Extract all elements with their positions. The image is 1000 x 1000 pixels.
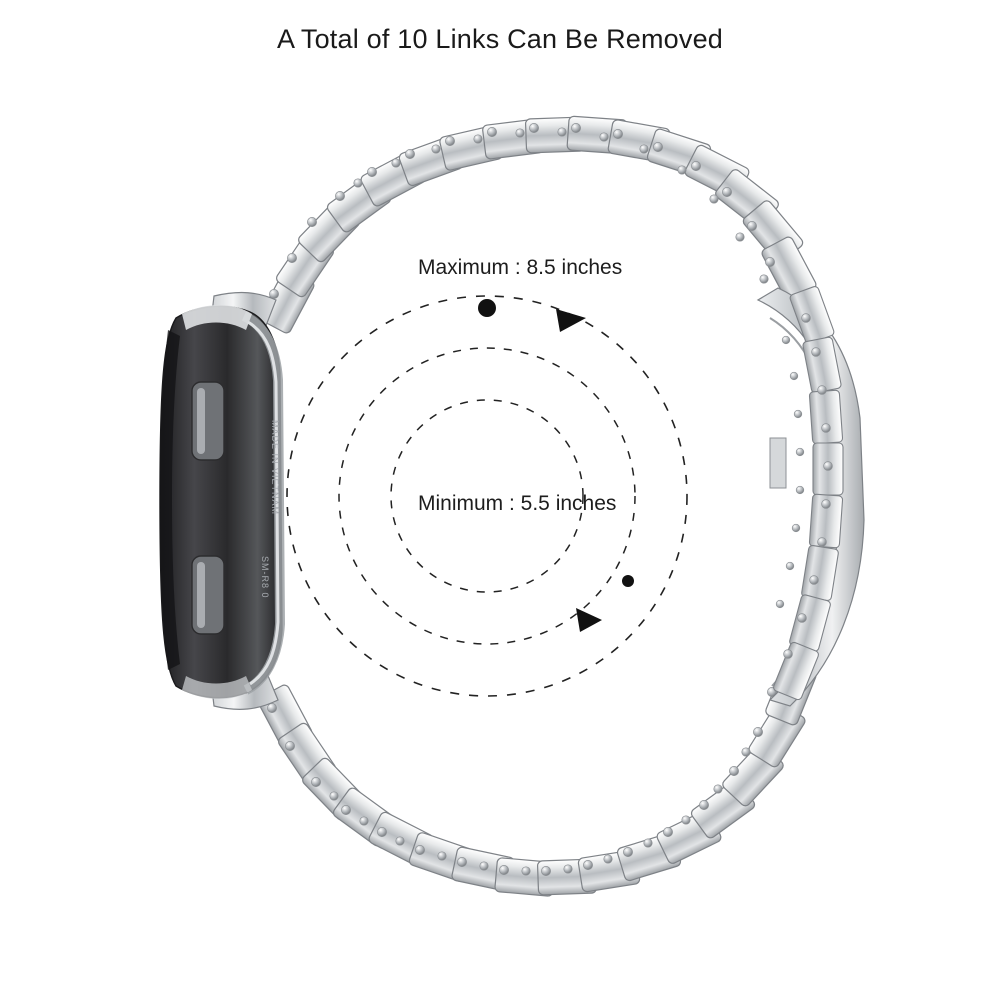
svg-text:SM-R8 0: SM-R8 0: [260, 556, 270, 599]
band-clasp: [758, 285, 864, 706]
band-lower-arc: [256, 660, 817, 897]
watch-bottom-button: [192, 556, 224, 634]
minimum-arrow-icon: [576, 608, 602, 632]
watch-top-button: [192, 382, 224, 460]
minimum-marker-dot: [622, 575, 634, 587]
svg-text:MADE IN VIETNAM: MADE IN VIETNAM: [270, 420, 280, 516]
minimum-size-label: Minimum : 5.5 inches: [418, 492, 617, 515]
maximum-marker-dot: [478, 299, 496, 317]
annotation-markers: [478, 299, 634, 632]
maximum-size-label: Maximum : 8.5 inches: [418, 256, 623, 279]
watch-case: [160, 293, 282, 710]
maximum-arrow-icon: [556, 309, 586, 332]
page-title: A Total of 10 Links Can Be Removed: [276, 24, 724, 54]
